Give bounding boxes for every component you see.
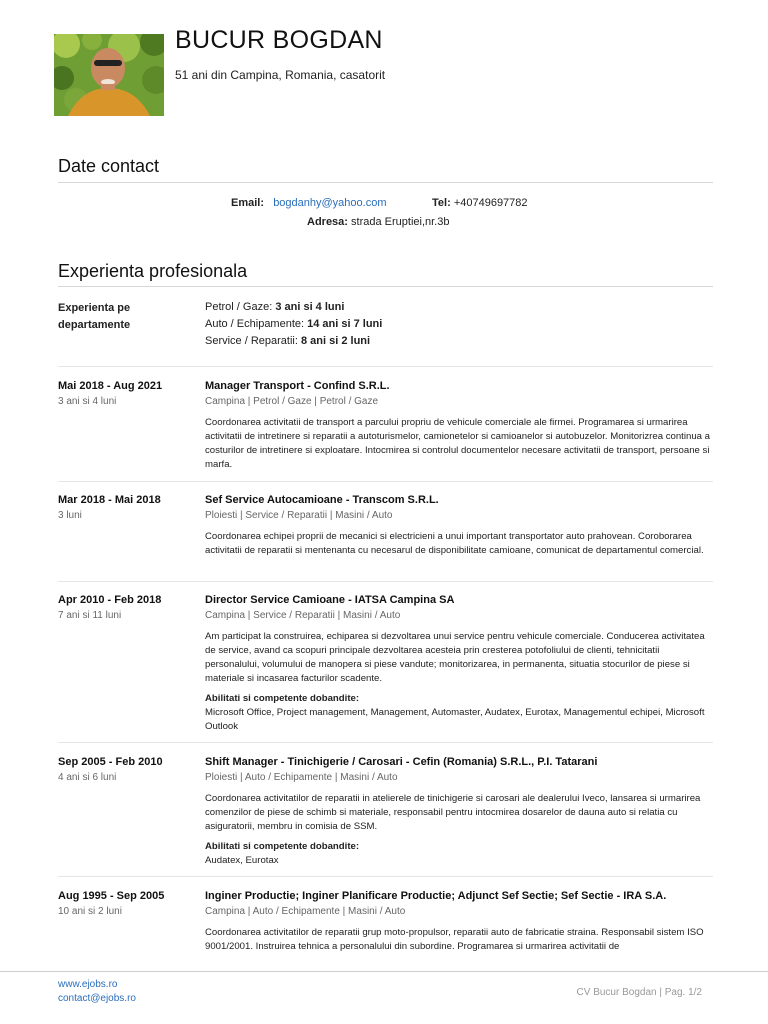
job-description: Coordonarea activitatilor de reparatii in atelierele de tinichigerie si carosari ale dealerului Iveco, lansarea si urmarirea comenzilor de piese de schimb si materiale, responsabil pentru intocmirea dosarelor de dauna auto si relatia cu asiguratorii, membru in comisia de SSM.	[205, 793, 701, 832]
job-skills: Microsoft Office, Project management, Management, Automaster, Audatex, Eurotax, Managementul echipei, Microsoft Outlook	[205, 707, 705, 732]
job-duration: 10 ani si 2 luni	[58, 906, 122, 917]
experience-section-title: Experienta profesionala	[58, 261, 248, 281]
address-value: strada Eruptiei,nr.3b	[351, 216, 450, 228]
job-skills-title: Abilitati si competente dobandite:	[205, 841, 360, 852]
job-description: Coordonarea echipei proprii de mecanici si electricieni a unui important transportator auto prahovean. Coroborarea activitatii de reparatii si mentenanta cu necesarul de disponibilitate camioane, comunicat de departamentul comercial.	[205, 531, 704, 556]
department-experience-list	[205, 299, 382, 350]
profile-photo-image	[54, 34, 164, 116]
job-location-category: Campina | Service / Reparatii | Masini / Auto	[205, 610, 401, 621]
job-description-block	[205, 416, 715, 472]
candidate-name: BUCUR BOGDAN	[175, 26, 383, 54]
department-row	[205, 316, 382, 333]
email-row	[231, 197, 387, 209]
department-label-line1: Experienta pe	[58, 302, 131, 314]
footer-divider	[0, 971, 768, 972]
job-location-category: Campina | Petrol / Gaze | Petrol / Gaze	[205, 396, 379, 407]
job-title: Shift Manager - Tinichigerie / Carosari - Cefin (Romania) S.R.L., P.I. Tatarani	[205, 756, 598, 768]
page-bottom-margin	[0, 958, 768, 971]
job-title: Inginer Productie; Inginer Planificare Productie; Adjunct Sef Sectie; Sef Sectie - IRA S.A.	[205, 890, 667, 902]
footer-email-link[interactable]: contact@ejobs.ro	[58, 993, 136, 1004]
contact-section-title: Date contact	[58, 156, 160, 176]
email-link[interactable]: bogdanhy@yahoo.com	[273, 197, 387, 209]
job-period: Sep 2005 - Feb 2010	[58, 756, 163, 768]
job-divider	[58, 366, 713, 367]
department-experience-label	[58, 300, 188, 334]
job-location-category: Ploiesti | Service / Reparatii | Masini / Auto	[205, 510, 393, 521]
job-divider	[58, 581, 713, 582]
job-divider	[58, 876, 713, 877]
department-row	[205, 299, 382, 316]
department-duration: 8 ani si 2 luni	[301, 335, 371, 347]
job-title: Sef Service Autocamioane - Transcom S.R.L.	[205, 494, 439, 506]
job-period: Mai 2018 - Aug 2021	[58, 380, 163, 392]
job-period: Mar 2018 - Mai 2018	[58, 494, 161, 506]
job-description-block	[205, 630, 715, 734]
job-description-block	[205, 530, 715, 558]
job-description: Am participat la construirea, echiparea si dezvoltarea unui service pentru vehicule comerciale. Conducerea activitatea de service, avand ca scopuri principale dezvoltarea acesteia prin cresterea potofoliului de clienti, tehnicitatii personalului, volumului de manopera si piese vandute; monitorizarea, in permanenta, situatia stocurilor de piese si materiale si incasarea facturilor scadente.	[205, 631, 705, 684]
cv-header	[0, 0, 768, 130]
job-duration: 7 ani si 11 luni	[58, 610, 122, 621]
profile-photo	[54, 34, 164, 116]
department-name: Service / Reparatii:	[205, 335, 298, 347]
footer-site-link[interactable]: www.ejobs.ro	[58, 979, 118, 990]
job-duration: 3 ani si 4 luni	[58, 396, 117, 407]
experience-divider	[58, 286, 713, 287]
job-duration: 4 ani si 6 luni	[58, 772, 117, 783]
job-divider	[58, 742, 713, 743]
department-duration: 14 ani si 7 luni	[307, 318, 383, 330]
address-label: Adresa:	[307, 216, 348, 228]
job-description: Coordonarea activitatii de transport a parcului propriu de vehicule comerciale ale firmei. Programarea si urmarirea activitatii de intretinere si reparatii a autoturismelor, camionetelor si camioanelor si autobuzelor. Monitorizrea continua a costurilor de intretinere si exploatare. Intocmirea si controlul documentelor necesare activitatii de transport, persoane si marfa.	[205, 417, 710, 470]
phone-label: Tel:	[432, 197, 451, 209]
job-title: Manager Transport - Confind S.R.L.	[205, 380, 390, 392]
contact-divider	[58, 182, 713, 183]
candidate-summary: 51 ani din Campina, Romania, casatorit	[175, 68, 386, 82]
department-duration: 3 ani si 4 luni	[275, 301, 345, 313]
job-location-category: Campina | Auto / Echipamente | Masini / Auto	[205, 906, 406, 917]
footer-page-info: CV Bucur Bogdan | Pag. 1/2	[576, 987, 702, 998]
job-description-block	[205, 926, 715, 954]
phone-row	[432, 197, 528, 209]
department-name: Petrol / Gaze:	[205, 301, 273, 313]
department-label-line2: departamente	[58, 319, 131, 331]
email-label: Email:	[231, 197, 265, 209]
job-skills-title: Abilitati si competente dobandite:	[205, 693, 360, 704]
job-description-block	[205, 792, 715, 868]
job-skills: Audatex, Eurotax	[205, 855, 279, 866]
job-period: Apr 2010 - Feb 2018	[58, 594, 162, 606]
job-divider	[58, 481, 713, 482]
address-row	[307, 216, 449, 228]
job-description: Coordonarea activitatilor de reparatii grup moto-propulsor, reparatii auto de fabricatie straina. Responsabil sistem ISO 9001/2001. Instruirea tehnica a personalului din subordine. Programarea si urmarirea activitatii de	[205, 927, 704, 952]
job-period: Aug 1995 - Sep 2005	[58, 890, 165, 902]
job-title: Director Service Camioane - IATSA Campina SA	[205, 594, 455, 606]
department-name: Auto / Echipamente:	[205, 318, 305, 330]
phone-value: +40749697782	[453, 197, 528, 209]
department-row	[205, 333, 382, 350]
job-location-category: Ploiesti | Auto / Echipamente | Masini / Auto	[205, 772, 398, 783]
job-duration: 3 luni	[58, 510, 82, 521]
